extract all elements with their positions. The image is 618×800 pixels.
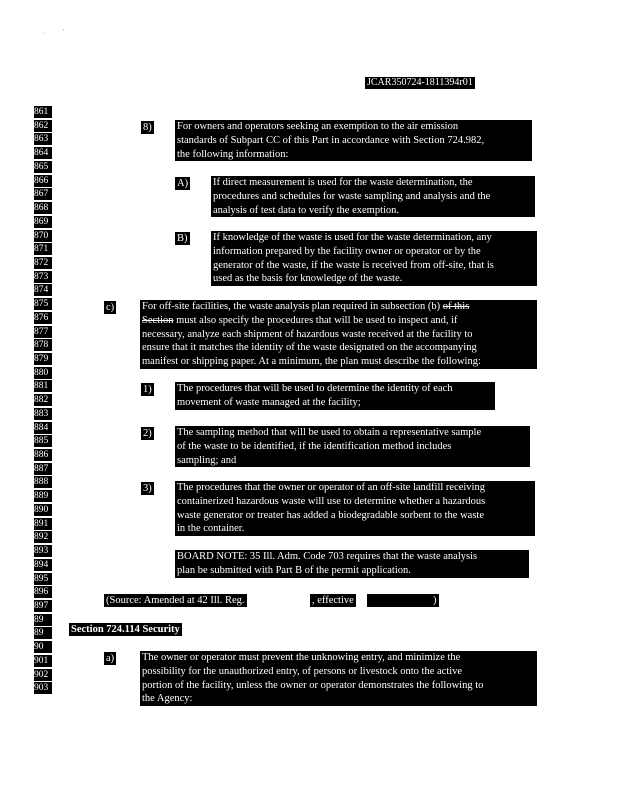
paragraph-B-line: generator of the waste, if the waste is received from off-site, that is	[213, 259, 494, 271]
line-number: 891	[34, 518, 52, 530]
line-number: 863	[34, 133, 52, 145]
paragraph-A	[211, 176, 535, 217]
paragraph-8-line: For owners and operators seeking an exemption to the air emission	[177, 121, 459, 132]
line-number: 887	[34, 463, 52, 475]
line-number: 888	[34, 476, 52, 488]
paragraph-1-line: The procedures that will be used to determine the identity of each	[177, 383, 453, 394]
board-note-line: plan be submitted with Part B of the permit application.	[177, 564, 411, 576]
paragraph-3-line: waste generator or treater has added a biodegradable sorbent to the waste	[177, 509, 484, 521]
paragraph-2-line: of the waste to be identified, if the identification method includes	[177, 440, 452, 452]
paragraph-c-line: ensure that it matches the identity of the waste designated on the accompanying	[142, 342, 477, 354]
line-number: 892	[34, 531, 52, 543]
paragraph-A-line: procedures and schedules for waste sampling and analysis and the	[213, 190, 491, 202]
line-number: 866	[34, 175, 52, 187]
item-label-2: 2)	[143, 428, 152, 439]
line-number: 890	[34, 504, 52, 516]
line-number: 901	[34, 655, 52, 667]
line-number: 886	[34, 449, 52, 461]
source-note-part1: (Source: Amended at 42 Ill. Reg.	[106, 595, 245, 606]
line-number: 873	[34, 271, 52, 283]
paragraph-2	[175, 426, 530, 467]
paragraph-c-line: necessary, analyze each shipment of hazardous waste received at the facility to	[142, 328, 473, 340]
paragraph-8-line: the following information:	[177, 148, 289, 160]
paragraph-B-line: If knowledge of the waste is used for the waste determination, any	[213, 232, 492, 243]
paragraph-2-line: The sampling method that will be used to obtain a representative sample	[177, 427, 482, 438]
paragraph-B-line: used as the basis for knowledge of the waste.	[213, 273, 403, 285]
line-number: 871	[34, 243, 52, 255]
item-label-c: c)	[106, 302, 115, 313]
line-number: 902	[34, 669, 52, 681]
paragraph-a-line: The owner or operator must prevent the unknowing entry, and minimize the	[142, 652, 461, 663]
line-number: 869	[34, 216, 52, 228]
paragraph-a-line: possibility for the unauthorized entry, of persons or livestock onto the active	[142, 665, 463, 677]
source-note-blank	[367, 594, 433, 607]
paragraph-a-line: the Agency:	[142, 693, 193, 705]
paragraph-A-line: analysis of test data to verify the exemption.	[213, 204, 400, 216]
board-note-line: BOARD NOTE: 35 Ill. Adm. Code 703 requires that the waste analysis	[177, 551, 478, 562]
line-number: 879	[34, 353, 52, 365]
source-note-part2: , effective	[312, 595, 354, 606]
paragraph-c-struck-text: Section	[142, 314, 174, 326]
line-number: 878	[34, 339, 52, 351]
line-number: 876	[34, 312, 52, 324]
line-number: 894	[34, 559, 52, 571]
paragraph-1	[175, 382, 495, 410]
line-number: 872	[34, 257, 52, 269]
line-number: 880	[34, 367, 52, 379]
line-number: 89	[34, 614, 52, 626]
item-label-B: B)	[177, 233, 188, 244]
line-number: 867	[34, 188, 52, 200]
paragraph-3-line: containerized hazardous waste will use to determine whether a hazardous	[177, 495, 486, 507]
paragraph-c-text: must also specify the procedures that will be used to inspect and, if	[173, 314, 458, 326]
paragraph-a-line: portion of the facility, unless the owner or operator demonstrates the following to	[142, 679, 484, 691]
line-number: 889	[34, 490, 52, 502]
section-heading: Section 724.114 Security	[71, 624, 180, 635]
line-number: 882	[34, 394, 52, 406]
item-label-A: A)	[177, 178, 189, 189]
line-number: 884	[34, 422, 52, 434]
line-number: 896	[34, 586, 52, 598]
paragraph-A-line: If direct measurement is used for the waste determination, the	[213, 177, 473, 188]
document-id: JCAR350724-1811394r01	[367, 77, 473, 88]
line-number: 874	[34, 284, 52, 296]
line-number: 861	[34, 106, 52, 118]
paragraph-B	[211, 231, 537, 286]
paragraph-2-line: sampling; and	[177, 454, 237, 466]
line-number: 885	[34, 435, 52, 447]
line-number: 865	[34, 161, 52, 173]
line-number: 881	[34, 380, 52, 392]
paragraph-3	[175, 481, 535, 536]
paragraph-a	[140, 651, 537, 706]
line-number: 893	[34, 545, 52, 557]
source-note-part3: )	[433, 595, 437, 606]
item-label-3: 3)	[143, 483, 152, 494]
paragraph-B-line: information prepared by the facility owner or operator or by the	[213, 245, 481, 257]
line-number: 862	[34, 120, 52, 132]
line-number: 895	[34, 573, 52, 585]
item-label-8: 8)	[143, 122, 152, 133]
line-number: 903	[34, 682, 52, 694]
line-number: 864	[34, 147, 52, 159]
line-number: 875	[34, 298, 52, 310]
line-number: 90	[34, 641, 52, 653]
line-number: 877	[34, 326, 52, 338]
paragraph-3-line: in the container.	[177, 523, 245, 535]
line-number: 897	[34, 600, 52, 612]
item-label-a: a)	[106, 653, 115, 664]
board-note	[175, 550, 529, 578]
paragraph-3-line: The procedures that the owner or operator of an off-site landfill receiving	[177, 482, 485, 493]
paragraph-8	[175, 120, 532, 161]
line-number: 883	[34, 408, 52, 420]
line-number: 870	[34, 230, 52, 242]
paragraph-c-line: manifest or shipping paper. At a minimum, the plan must describe the following:	[142, 356, 481, 368]
paragraph-c	[140, 300, 537, 369]
scan-specks: · ´	[44, 30, 65, 36]
paragraph-8-line: standards of Subpart CC of this Part in accordance with Section 724.982,	[177, 134, 485, 146]
line-number: 89	[34, 627, 52, 639]
paragraph-c-text: For off-site facilities, the waste analysis plan required in subsection (b)	[142, 301, 443, 312]
paragraph-c-struck-text: of this	[442, 301, 470, 312]
paragraph-1-line: movement of waste managed at the facility;	[177, 396, 361, 408]
line-number: 868	[34, 202, 52, 214]
item-label-1: 1)	[143, 384, 152, 395]
